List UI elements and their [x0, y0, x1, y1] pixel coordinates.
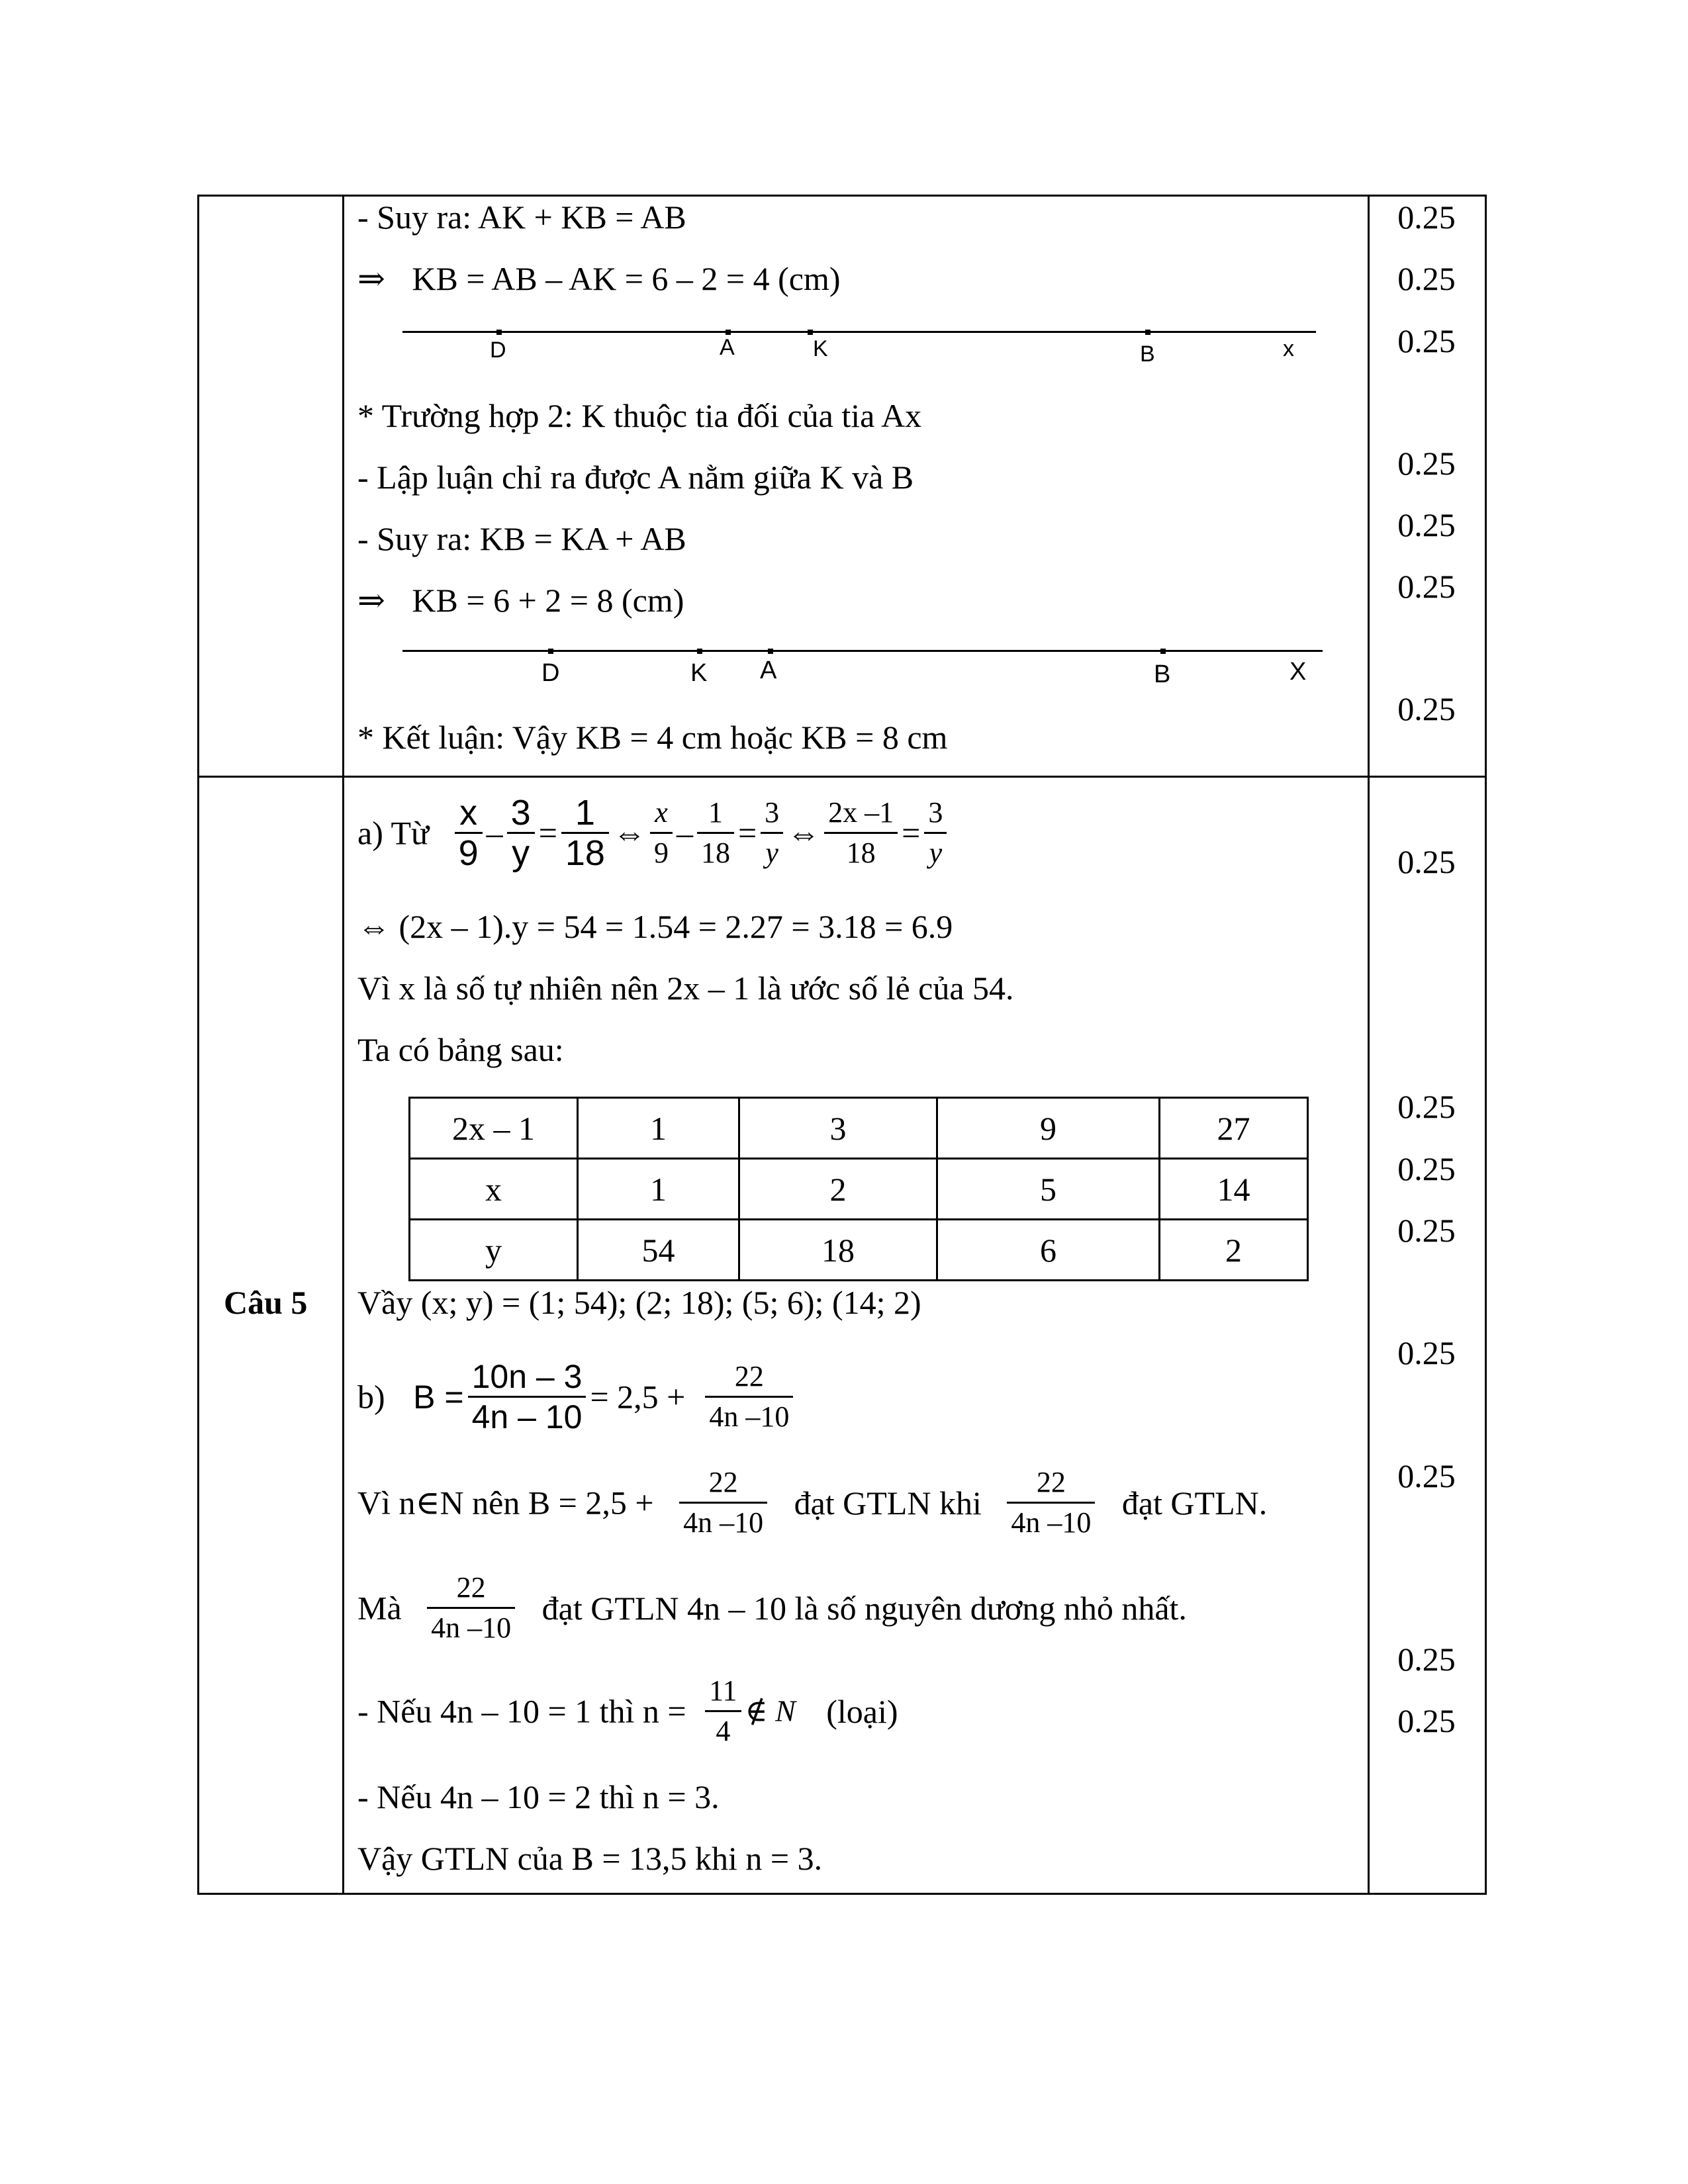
text-line: ⇔ (2x – 1).y = 54 = 1.54 = 2.27 = 3.18 = 6.9 — [357, 908, 953, 945]
numerator: 1 — [575, 793, 595, 833]
denominator: 4n –10 — [705, 1396, 793, 1436]
denominator: y — [924, 832, 947, 872]
table-cell: 6 — [937, 1220, 1160, 1281]
text: KB = AB – AK = 6 – 2 = 4 (cm) — [412, 260, 841, 297]
score: 0.25 — [1397, 1088, 1456, 1125]
denominator: 4n –10 — [427, 1607, 515, 1647]
point-dot — [726, 330, 731, 335]
score: 0.25 — [1397, 506, 1456, 543]
fraction — [427, 1569, 515, 1647]
point-dot — [1160, 649, 1166, 654]
part-b-equation — [357, 1347, 797, 1439]
table-cell: 9 — [937, 1098, 1160, 1159]
ray-line — [402, 331, 1316, 333]
table-bottom-border — [197, 1893, 1487, 1895]
fraction — [468, 1357, 586, 1436]
numerator: 22 — [734, 1360, 764, 1393]
fraction — [455, 794, 483, 872]
score: 0.25 — [1397, 1334, 1456, 1371]
score: 0.25 — [1397, 1702, 1456, 1739]
numerator: 22 — [1036, 1466, 1066, 1499]
table-cell: 1 — [578, 1159, 739, 1220]
part-b-line3 — [357, 1558, 1187, 1651]
denominator: 4n –10 — [1007, 1502, 1095, 1542]
text: (loại) — [826, 1692, 898, 1730]
text-line: - Suy ra: AK + KB = AB — [357, 199, 686, 236]
iff-symbol: ⇔ — [787, 814, 821, 852]
column-divider-1 — [342, 195, 344, 1895]
numerator: 3 — [765, 796, 780, 829]
point-label: D — [490, 338, 506, 363]
fraction — [650, 794, 673, 872]
table-cell: 2 — [1160, 1220, 1308, 1281]
point-label: B — [1140, 341, 1155, 367]
minus-sign: – — [486, 814, 503, 852]
implies-line — [357, 259, 841, 298]
table-cell: 54 — [578, 1220, 739, 1281]
text-line: - Suy ra: KB = KA + AB — [357, 520, 686, 557]
minus-sign: – — [676, 814, 693, 852]
iff-symbol: ⇔ — [612, 814, 646, 852]
denominator: 9 — [650, 832, 673, 872]
table-cell: 3 — [739, 1098, 937, 1159]
segment-diagram-2 — [397, 643, 1331, 690]
case-heading: * Trường hợp 2: K thuộc tia đối của tia Ax — [357, 397, 922, 434]
text: Vì n∈N nên B = 2,5 + — [357, 1484, 654, 1522]
score: 0.25 — [1397, 1150, 1456, 1187]
point-label: K — [690, 659, 708, 687]
fraction — [761, 794, 783, 872]
table-row — [410, 1220, 1308, 1281]
table-row — [410, 1159, 1308, 1220]
denominator: 18 — [561, 832, 609, 872]
fraction — [507, 794, 535, 872]
text: Mà — [357, 1589, 402, 1627]
point-label: D — [541, 659, 560, 687]
table-row — [410, 1098, 1308, 1159]
numerator: 2x –1 — [828, 796, 894, 829]
fraction — [924, 794, 947, 872]
score: 0.25 — [1397, 445, 1456, 482]
numerator: x — [655, 796, 668, 829]
text-line: Ta có bảng sau: — [357, 1031, 564, 1068]
score: 0.25 — [1397, 1457, 1456, 1494]
part-b-line4 — [357, 1661, 898, 1754]
text: đạt GTLN 4n – 10 là số nguyên dương nhỏ nhất. — [541, 1589, 1187, 1627]
implies-symbol: ⇒ — [357, 582, 385, 619]
numerator: 3 — [510, 793, 531, 833]
conclusion: * Kết luận: Vậy KB = 4 cm hoặc KB = 8 cm — [357, 719, 948, 756]
numerator: x — [459, 793, 478, 833]
numerator: 1 — [708, 796, 723, 829]
equals-sign: = — [538, 814, 557, 852]
segment-diagram-1 — [397, 324, 1324, 367]
denominator: 4n – 10 — [468, 1396, 586, 1436]
point-dot — [496, 330, 502, 335]
row-divider — [197, 776, 1487, 778]
table-top-border — [197, 195, 1487, 197]
point-label: B — [1154, 660, 1171, 688]
fraction — [705, 1672, 741, 1751]
not-in-set: ∉ N — [745, 1694, 796, 1728]
question-label: Câu 5 — [224, 1284, 308, 1321]
table-cell: 2x – 1 — [410, 1098, 578, 1159]
table-cell: 2 — [739, 1159, 937, 1220]
score: 0.25 — [1397, 843, 1456, 880]
ray-line — [402, 650, 1323, 652]
score: 0.25 — [1397, 690, 1456, 727]
final-answer: Vậy GTLN của B = 13,5 khi n = 3. — [357, 1840, 823, 1877]
implies-symbol: ⇒ — [357, 260, 385, 297]
denominator: y — [761, 832, 783, 872]
table-cell: 5 — [937, 1159, 1160, 1220]
text: KB = 6 + 2 = 8 (cm) — [412, 582, 684, 619]
denominator: 4 — [705, 1710, 741, 1751]
numerator: 22 — [708, 1466, 738, 1499]
point-label: A — [720, 335, 735, 360]
score: 0.25 — [1397, 322, 1456, 359]
table-cell: y — [410, 1220, 578, 1281]
fraction — [824, 794, 898, 872]
text: đạt GTLN khi — [794, 1484, 982, 1522]
equals-text: = 2,5 + — [590, 1378, 686, 1416]
numerator: 22 — [456, 1571, 486, 1604]
point-dot — [548, 649, 553, 654]
fraction — [697, 794, 734, 872]
numerator: 3 — [928, 796, 943, 829]
text: đạt GTLN. — [1121, 1484, 1268, 1522]
table-cell: 14 — [1160, 1159, 1308, 1220]
fraction — [679, 1463, 767, 1542]
score: 0.25 — [1397, 1641, 1456, 1678]
numerator: 11 — [709, 1674, 737, 1707]
point-dot — [697, 649, 702, 654]
part-a-prefix: a) Từ — [357, 814, 430, 852]
table-left-border — [197, 195, 199, 1895]
denominator: 9 — [455, 832, 483, 872]
point-label: x — [1283, 336, 1294, 361]
values-table — [408, 1097, 1309, 1281]
numerator: 10n – 3 — [471, 1358, 583, 1396]
score: 0.25 — [1397, 568, 1456, 605]
point-label: A — [760, 657, 777, 684]
implies-line — [357, 580, 684, 620]
score: 0.25 — [1397, 199, 1456, 236]
column-divider-2 — [1368, 195, 1370, 1895]
part-b-prefix: b) — [357, 1378, 385, 1416]
score: 0.25 — [1397, 1212, 1456, 1249]
table-cell: 27 — [1160, 1098, 1308, 1159]
point-label: K — [813, 336, 828, 361]
equals-sign: = — [902, 814, 921, 852]
text-line: - Nếu 4n – 10 = 2 thì n = 3. — [357, 1778, 720, 1815]
table-cell: 18 — [739, 1220, 937, 1281]
fraction — [705, 1357, 793, 1436]
text-line: Vì x là số tự nhiên nên 2x – 1 là ước số lẻ của 54. — [357, 970, 1014, 1007]
equals-sign: = — [737, 814, 757, 852]
b-symbol: B = — [413, 1378, 464, 1416]
text-line: - Lập luận chỉ ra được A nằm giữa K và B — [357, 459, 914, 496]
denominator: 18 — [697, 832, 734, 872]
table-cell: 1 — [578, 1098, 739, 1159]
result-line: Vầy (x; y) = (1; 54); (2; 18); (5; 6); (14; 2) — [357, 1284, 921, 1321]
fraction — [561, 794, 609, 872]
denominator: 18 — [824, 832, 898, 872]
part-b-line2 — [357, 1453, 1267, 1545]
point-dot — [768, 649, 773, 654]
part-a-equation — [357, 783, 951, 876]
point-label: X — [1289, 658, 1307, 686]
table-right-border — [1485, 195, 1487, 1895]
point-dot — [808, 330, 813, 335]
score: 0.25 — [1397, 260, 1456, 297]
text: - Nếu 4n – 10 = 1 thì n = — [357, 1692, 686, 1730]
denominator: 4n –10 — [679, 1502, 767, 1542]
fraction — [1007, 1463, 1095, 1542]
point-dot — [1145, 330, 1150, 335]
table-cell: x — [410, 1159, 578, 1220]
denominator: y — [507, 832, 535, 872]
